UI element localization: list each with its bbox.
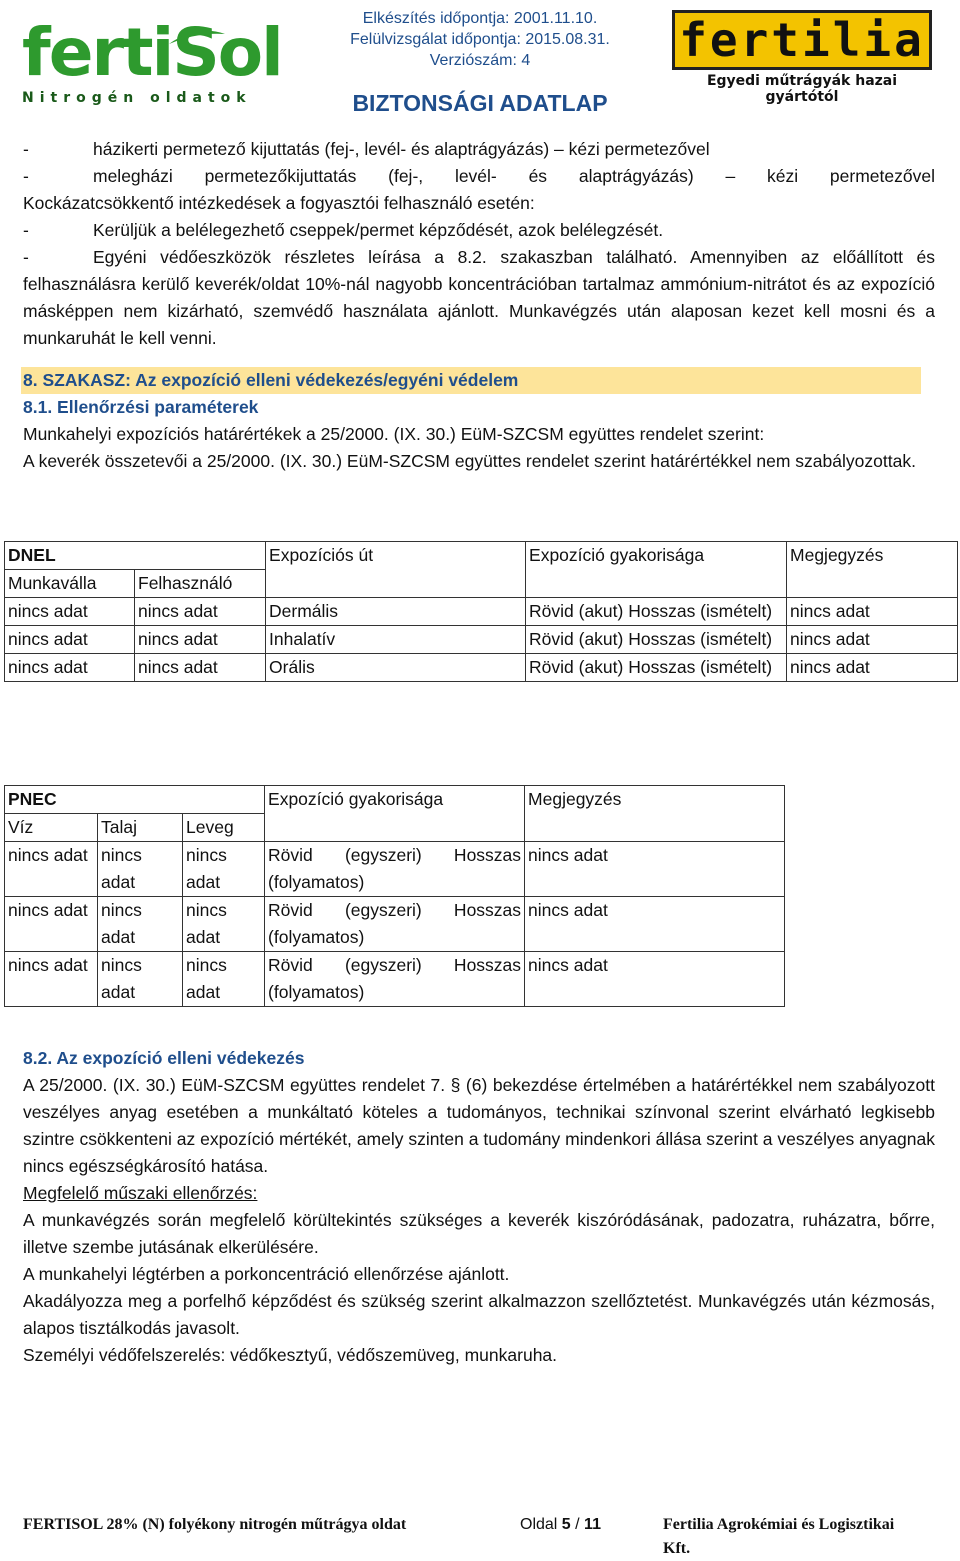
route-header: Expozíciós út (266, 542, 526, 598)
fertilia-logo-word: fertilia (679, 13, 925, 67)
technical-control-title: Megfelelő műszaki ellenőrzés: (23, 1183, 258, 1203)
dnel-header: DNEL (5, 542, 266, 570)
frequency-header: Expozíció gyakorisága (526, 542, 787, 598)
section-8-2 (23, 1045, 935, 1369)
table-row: nincs adat nincs adat Inhalatív Rövid (akut) Hosszas (ismételt) nincs adat (5, 626, 958, 654)
table-row: nincs adat nincs adat Dermális Rövid (akut) Hosszas (ismételt) nincs adat (5, 598, 958, 626)
leaf-swoosh-icon (167, 28, 227, 48)
table-row: nincs adat nincs adat nincs adat Rövid (egyszeri) Hosszas (folyamatos) nincs adat (5, 897, 785, 952)
handling-paragraph: A munkavégzés során megfelelő körültekintés szükséges a keverék kiszóródásának, padozatra, ruházatra, bőrre, illetve szembe jutásának elkerülésére. (23, 1210, 935, 1257)
bullet-item: - házikerti permetező kijuttatás (fej-, levél- és alaptrágyázás) – kézi permetezővel (23, 139, 710, 159)
bullet-item: - melegházi permetezőkijuttatás (fej-, levél- és alaptrágyázás) – kézi permetezővel (23, 166, 935, 186)
logo-subtitle: Nitrogén oldatok (22, 90, 252, 106)
ppe-list: Személyi védőfelszerelés: védőkesztyű, védőszemüveg, munkaruha. (23, 1345, 558, 1365)
air-header: Leveg (183, 814, 265, 842)
document-meta (330, 8, 630, 71)
logo-word-a: ferti (22, 14, 173, 91)
table-header-row (5, 542, 958, 570)
section-8-2-title: 8.2. Az expozíció elleni védekezés (23, 1048, 305, 1068)
created-date: Elkészítés időpontja: 2001.11.10. (362, 10, 598, 27)
pnec-header: PNEC (5, 786, 265, 814)
water-header: Víz (5, 814, 98, 842)
revised-date: Felülvizsgálat időpontja: 2015.08.31. (350, 31, 610, 48)
limits-line: Munkahelyi expozíciós határértékek a 25/2000. (IX. 30.) EüM-SZCSM együttes rendelet szerint: (23, 424, 765, 444)
worker-header: Munkaválla (5, 570, 135, 598)
note-header: Megjegyzés (525, 786, 785, 842)
dnel-table (4, 541, 958, 682)
risk-title: Kockázatcsökkentő intézkedések a fogyasztói felhasználó esetén: (23, 193, 535, 213)
limits-text: A keverék összetevői a 25/2000. (IX. 30.) EüM-SZCSM együttes rendelet szerint határértékkel nem szabályozottak. (23, 451, 916, 471)
fertilia-logo-subtitle: Egyedi műtrágyák hazai gyártótól (706, 73, 898, 105)
page-number: Oldal 5 / 11 (520, 1516, 601, 1533)
soil-header: Talaj (98, 814, 183, 842)
section-8-1-title: 8.1. Ellenőrzési paraméterek (23, 397, 259, 417)
document-title: BIZTONSÁGI ADATLAP (352, 90, 608, 116)
fertilia-logo (672, 10, 932, 105)
table-row: nincs adat nincs adat nincs adat Rövid (egyszeri) Hosszas (folyamatos) nincs adat (5, 842, 785, 897)
footer-product: FERTISOL 28% (N) folyékony nitrogén műtrágya oldat (23, 1516, 407, 1533)
section-8-title: 8. SZAKASZ: Az expozíció elleni védekezés/egyéni védelem (21, 367, 921, 394)
note-header: Megjegyzés (787, 542, 958, 598)
fertisol-logo (22, 14, 282, 113)
intro-section (23, 136, 935, 475)
table-row: nincs adat nincs adat nincs adat Rövid (egyszeri) Hosszas (folyamatos) nincs adat (5, 952, 785, 1007)
frequency-header: Expozíció gyakorisága (265, 786, 525, 842)
ppe-paragraph: - Egyéni védőeszközök részletes leírása a 8.2. szakaszban található. Amennyiben az előállított és felhasználásra kerülő keverék/oldat 10%-nál nagyobb koncentrációban tartalmaz ammónium-nitrátot és az expozíció másképpen nem kizárható, szemvédő használata ajánlott. Munkavégzés után alaposan kezet kell mosni és a munkaruhát le kell venni. (23, 247, 935, 348)
regulation-paragraph: A 25/2000. (IX. 30.) EüM-SZCSM együttes rendelet 7. § (6) bekezdése értelmében a határértékkel nem szabályozott veszélyes anyag esetében a munkáltató köteles a tudományos, technikai színvonal szerint elvárható legkisebb szintre csökkenteni az expozíció mértékét, amely szinten a tudomány mindenkori állása szerint a veszélyes anyagnak nincs egészségkárosító hatása. (23, 1075, 935, 1176)
table-header-row (5, 786, 785, 814)
ventilation-paragraph: Akadályozza meg a porfelhő képződést és szükség szerint alkalmazzon szellőztetést. Munkavégzés után kézmosás, alapos tisztálkodás javasolt. (23, 1291, 935, 1338)
table-row: nincs adat nincs adat Orális Rövid (akut) Hosszas (ismételt) nincs adat (5, 654, 958, 682)
logo-word-b: Sol (172, 14, 282, 91)
page-header (0, 0, 960, 128)
bullet-item: - Kerüljük a belélegezhető cseppek/permet képződését, azok belélegzését. (23, 220, 664, 240)
fertilia-logo-box (672, 10, 932, 70)
user-header: Felhasználó (135, 570, 266, 598)
version-number: Verziószám: 4 (429, 52, 531, 69)
pnec-table (4, 785, 785, 1007)
dust-check-paragraph: A munkahelyi légtérben a porkoncentráció ellenőrzése ajánlott. (23, 1264, 510, 1284)
footer-company: Fertilia Agrokémiai és Logisztikai Kft. (663, 1516, 895, 1557)
